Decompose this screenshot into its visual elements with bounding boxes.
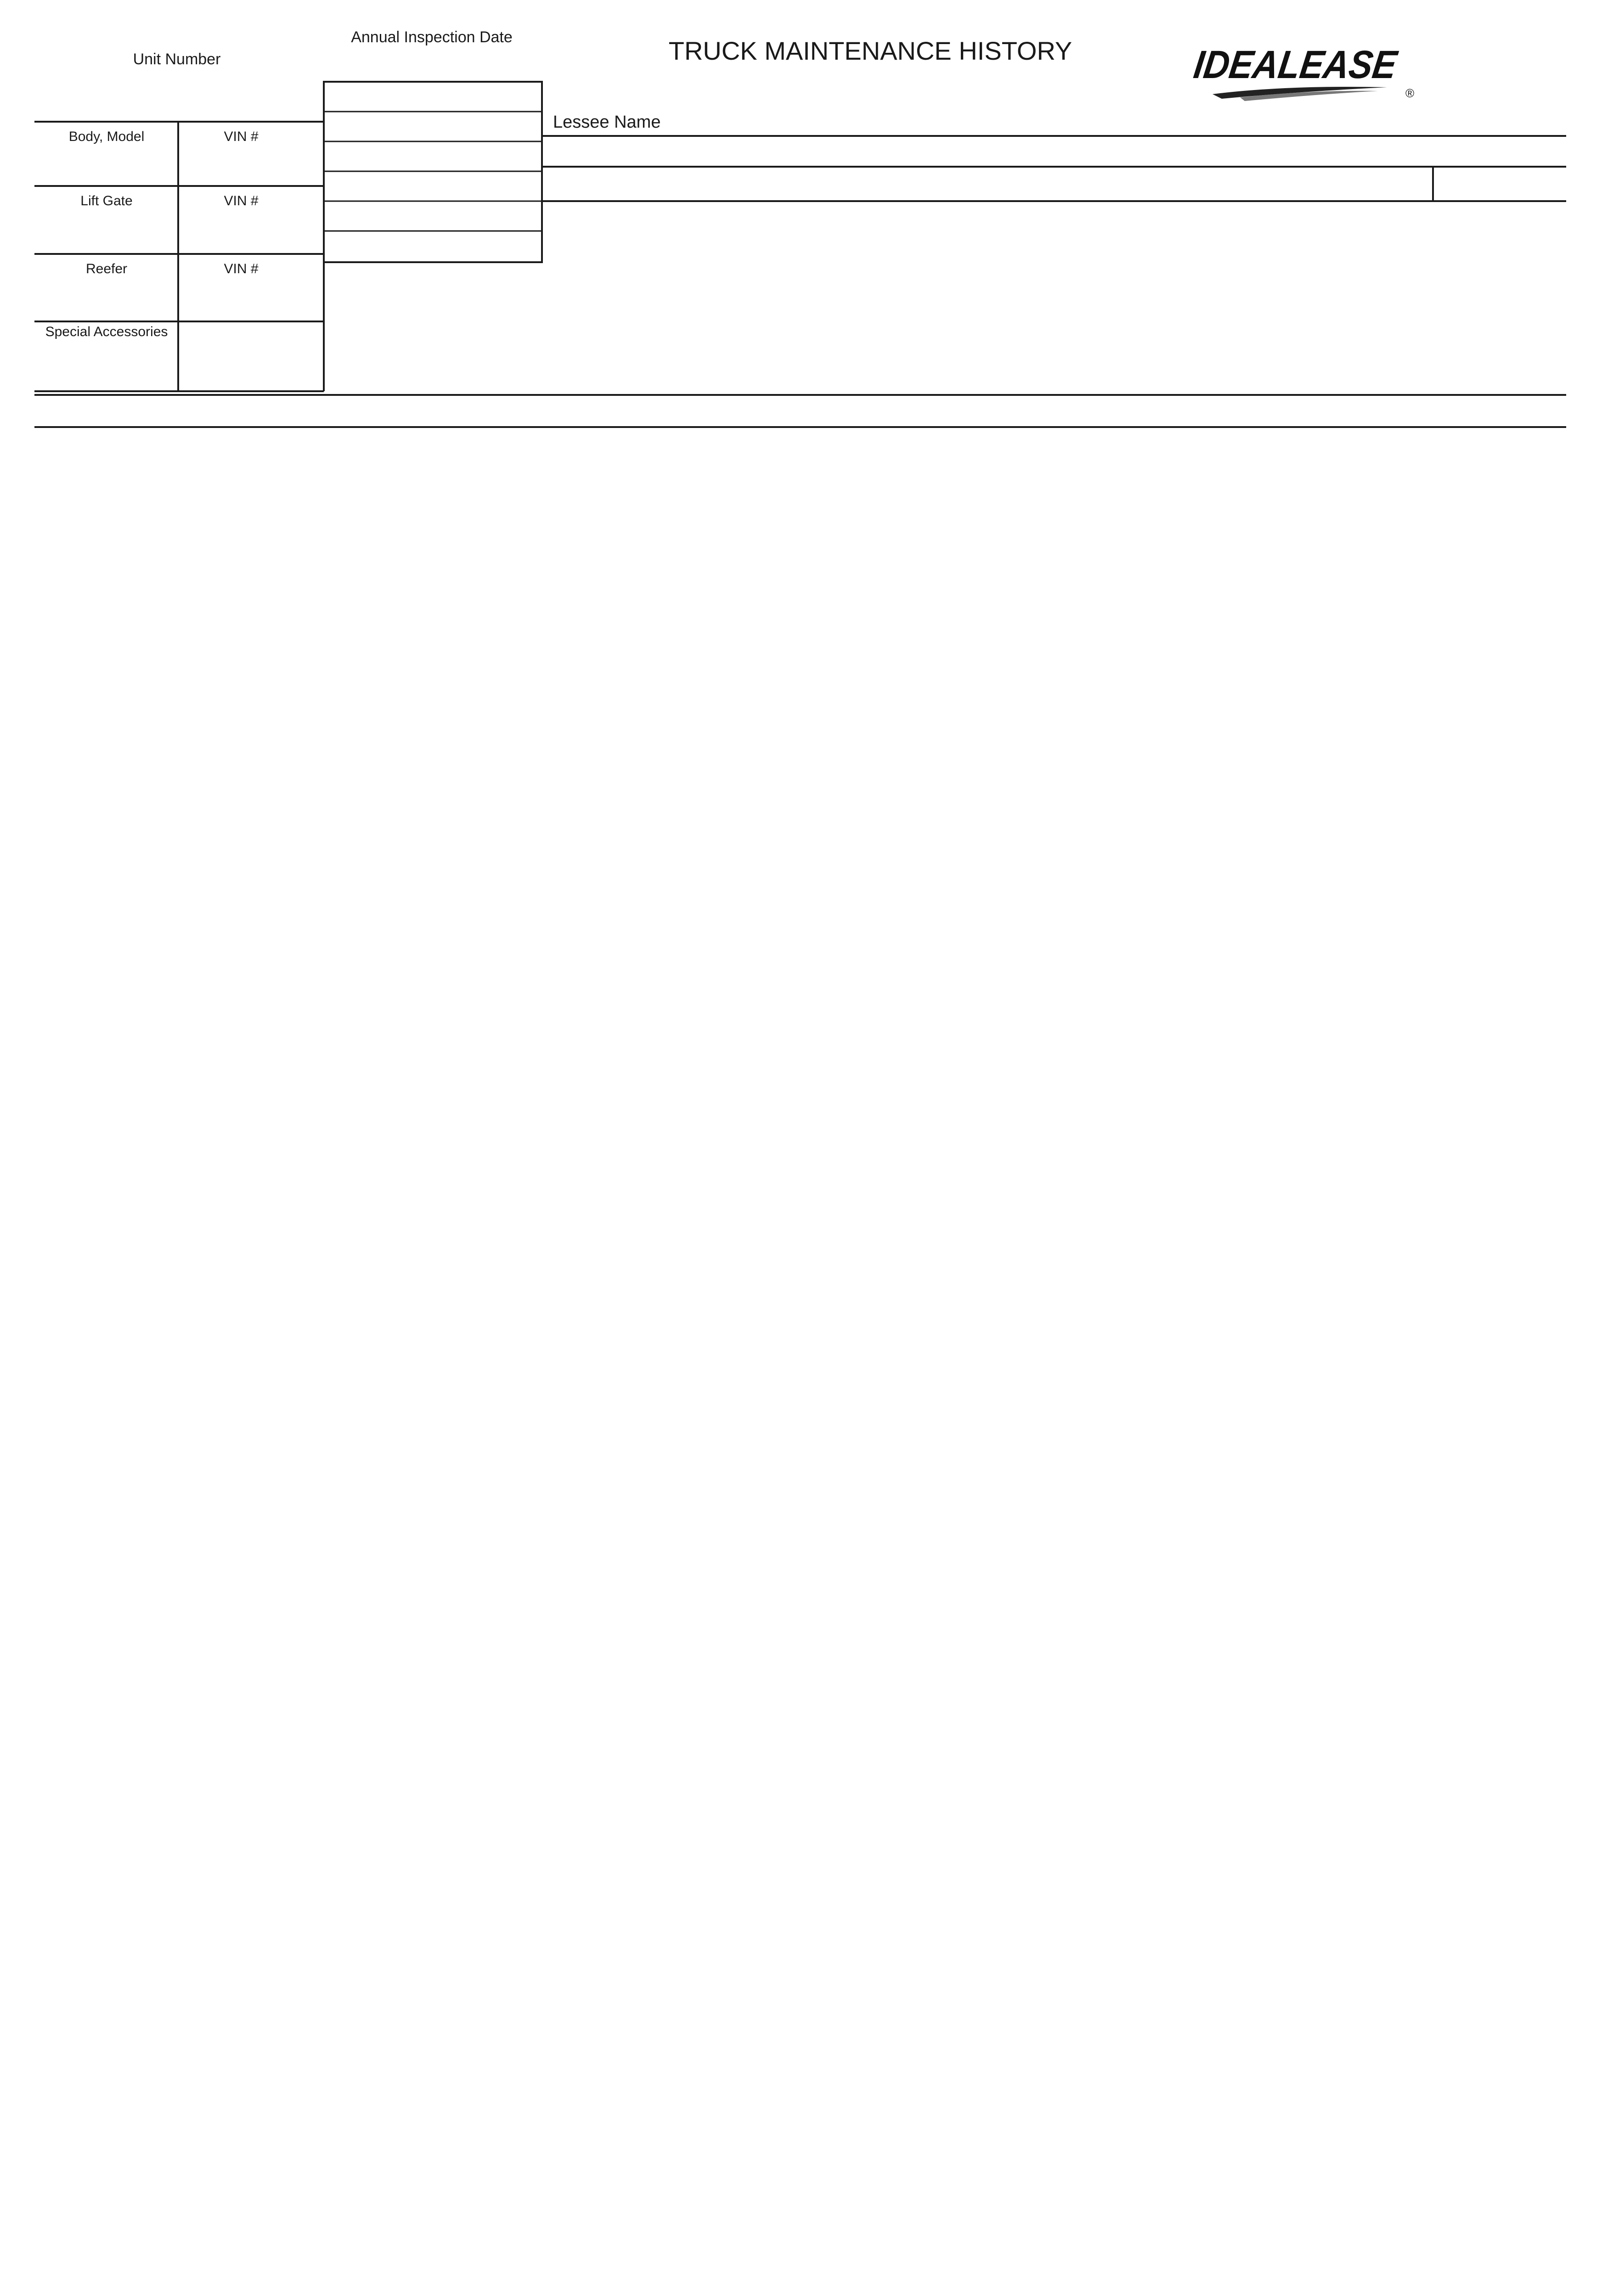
form-title: TRUCK MAINTENANCE HISTORY xyxy=(668,36,1072,65)
vin-label: VIN # xyxy=(224,193,259,208)
vehicle-field-label: Lift Gate xyxy=(80,193,133,208)
unit-number-label: Unit Number xyxy=(133,51,221,68)
annual-inspection-label: Annual Inspection Date xyxy=(351,28,513,46)
vehicle-info-block xyxy=(34,122,324,391)
idealease-logo xyxy=(1191,43,1423,101)
vehicle-field-label: Body, Model xyxy=(68,129,145,144)
vehicle-field-label: Reefer xyxy=(85,261,128,276)
group-header-row xyxy=(542,167,1566,201)
lessee-name-label: Lessee Name xyxy=(553,113,661,132)
special-accessories-label: Special Accessories xyxy=(45,324,168,339)
vin-label: VIN # xyxy=(224,129,259,144)
vin-label: VIN # xyxy=(224,261,259,276)
annual-inspection-boxes[interactable] xyxy=(324,82,542,262)
logo-wordmark: IDEALEASE xyxy=(1191,43,1423,87)
registered-mark: ® xyxy=(1405,86,1415,100)
